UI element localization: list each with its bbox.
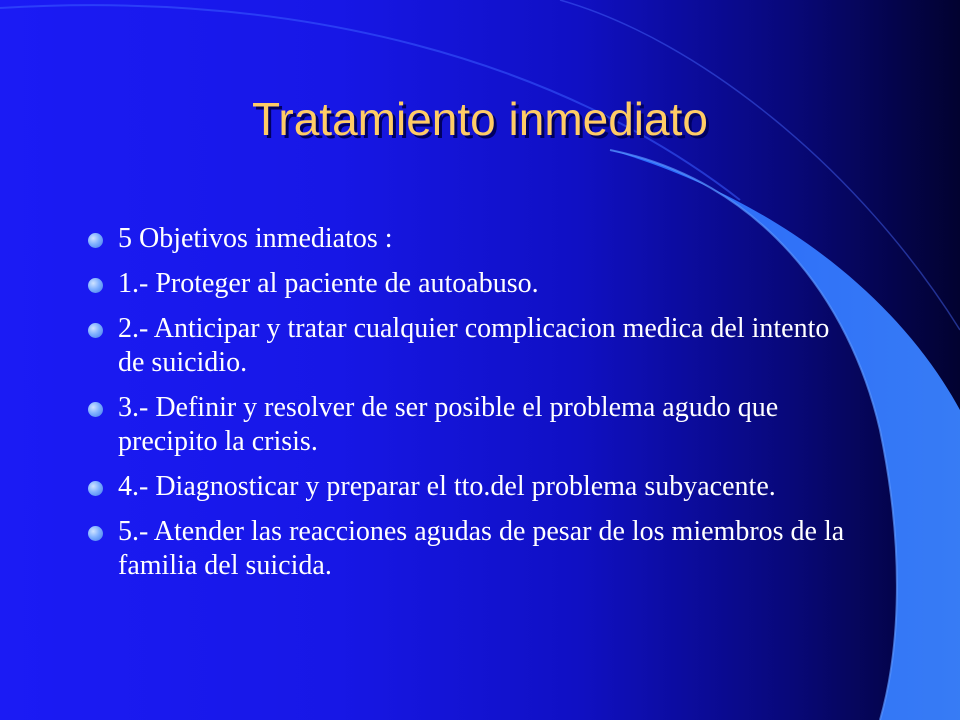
bullet-text: 5 Objetivos inmediatos : bbox=[118, 223, 393, 254]
bullet-dot-icon bbox=[88, 481, 103, 496]
bullet-item bbox=[88, 515, 848, 583]
bullet-dot-icon bbox=[88, 278, 103, 293]
bullet-dot-icon bbox=[88, 402, 103, 417]
bullet-text: 3.- Definir y resolver de ser posible el problema agudo que precipito la crisis. bbox=[118, 392, 779, 457]
bullet-dot-icon bbox=[88, 323, 103, 338]
bullet-text: 2.- Anticipar y tratar cualquier complicacion medica del intento de suicidio. bbox=[118, 313, 830, 378]
bullet-dot-icon bbox=[88, 526, 103, 541]
bullet-item bbox=[88, 267, 848, 301]
bullet-list bbox=[88, 222, 848, 594]
bullet-dot-icon bbox=[88, 233, 103, 248]
bullet-item bbox=[88, 312, 848, 380]
bullet-text: 4.- Diagnosticar y preparar el tto.del problema subyacente. bbox=[118, 471, 776, 502]
bullet-item bbox=[88, 222, 848, 256]
slide-title: Tratamiento inmediato bbox=[252, 93, 708, 145]
bullet-item bbox=[88, 391, 848, 459]
bullet-text: 5.- Atender las reacciones agudas de pesar de los miembros de la familia del suicida. bbox=[118, 516, 845, 581]
bullet-item bbox=[88, 470, 848, 504]
bullet-text: 1.- Proteger al paciente de autoabuso. bbox=[118, 268, 539, 299]
